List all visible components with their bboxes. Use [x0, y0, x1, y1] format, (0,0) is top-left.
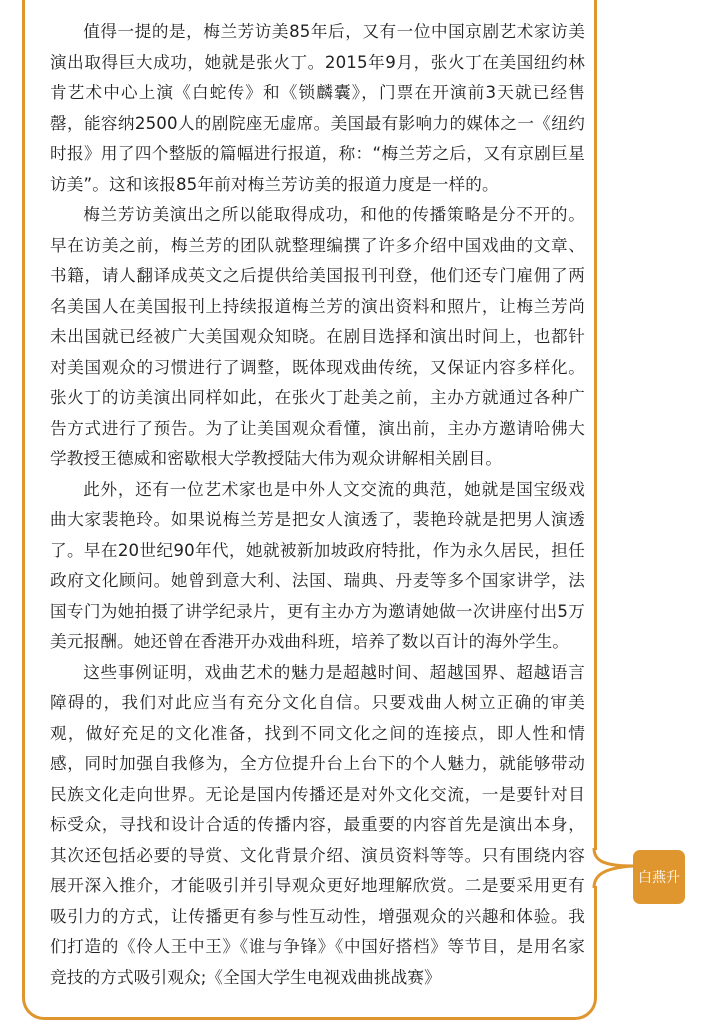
frame-pointer [584, 846, 634, 890]
paragraph-4: 这些事例证明，戏曲艺术的魅力是超越时间、超越国界、超越语言障碍的，我们对此应当有充分文化自信。只要戏曲人树立正确的审美观，做好充足的文化准备，找到不同文化之间的连接点，即人性和情感，同时加强自我修为，全方位提升台上台下的个人魅力，就能够带动民族文化走向世界。无论是国内传播还是对外文化交流，一是要针对目标受众，寻找和设计合适的传播内容，最重要的内容首先是演出本身，其次还包括必要的导赏、文化背景介绍、演员资料等等。只有围绕内容展开深入推介，才能吸引并引导观众更好地理解欣赏。二是要采用更有吸引力的方式，让传播更有参与性互动性，增强观众的兴趣和体验。我们打造的《伶人王中王》《谁与争锋》《中国好搭档》等节目，是用名家竞技的方式吸引观众;《全国大学生电视戏曲挑战赛》 [50, 662, 585, 987]
author-name: 白燕升 [638, 870, 680, 886]
author-tag [633, 850, 685, 904]
article-body [50, 17, 585, 993]
paragraph-3: 此外，还有一位艺术家也是中外人文交流的典范，她就是国宝级戏曲大家裴艳玲。如果说梅兰芳是把女人演透了，裴艳玲就是把男人演透了。早在20世纪90年代，她就被新加坡政府特批，作为永久居民，担任政府文化顾问。她曾到意大利、法国、瑞典、丹麦等多个国家讲学，法国专门为她拍摄了讲学纪录片，更有主办方为邀请她做一次讲座付出5万美元报酬。她还曾在香港开办戏曲科班，培养了数以百计的海外学生。 [50, 479, 585, 651]
paragraph-2: 梅兰芳访美演出之所以能取得成功，和他的传播策略是分不开的。早在访美之前，梅兰芳的团队就整理编撰了许多介绍中国戏曲的文章、书籍，请人翻译成英文之后提供给美国报刊刊登，他们还专门雇佣了两名美国人在美国报刊上持续报道梅兰芳的演出资料和照片，让梅兰芳尚未出国就已经被广大美国观众知晓。在剧目选择和演出时间上，也都针对美国观众的习惯进行了调整，既体现戏曲传统，又保证内容多样化。张火丁的访美演出同样如此，在张火丁赴美之前，主办方就通过各种广告方式进行了预告。为了让美国观众看懂，演出前，主办方邀请哈佛大学教授王德威和密歇根大学教授陆大伟为观众讲解相关剧目。 [50, 205, 585, 468]
paragraph-1: 值得一提的是，梅兰芳访美85年后，又有一位中国京剧艺术家访美演出取得巨大成功，她就是张火丁。2015年9月，张火丁在美国纽约林肯艺术中心上演《白蛇传》和《锁麟囊》，门票在开演前3天就已经售罄，能容纳2500人的剧院座无虚席。美国最有影响力的媒体之一《纽约时报》用了四个整版的篇幅进行报道，称：“梅兰芳之后，又有京剧巨星访美”。这和该报85年前对梅兰芳访美的报道力度是一样的。 [50, 22, 585, 194]
